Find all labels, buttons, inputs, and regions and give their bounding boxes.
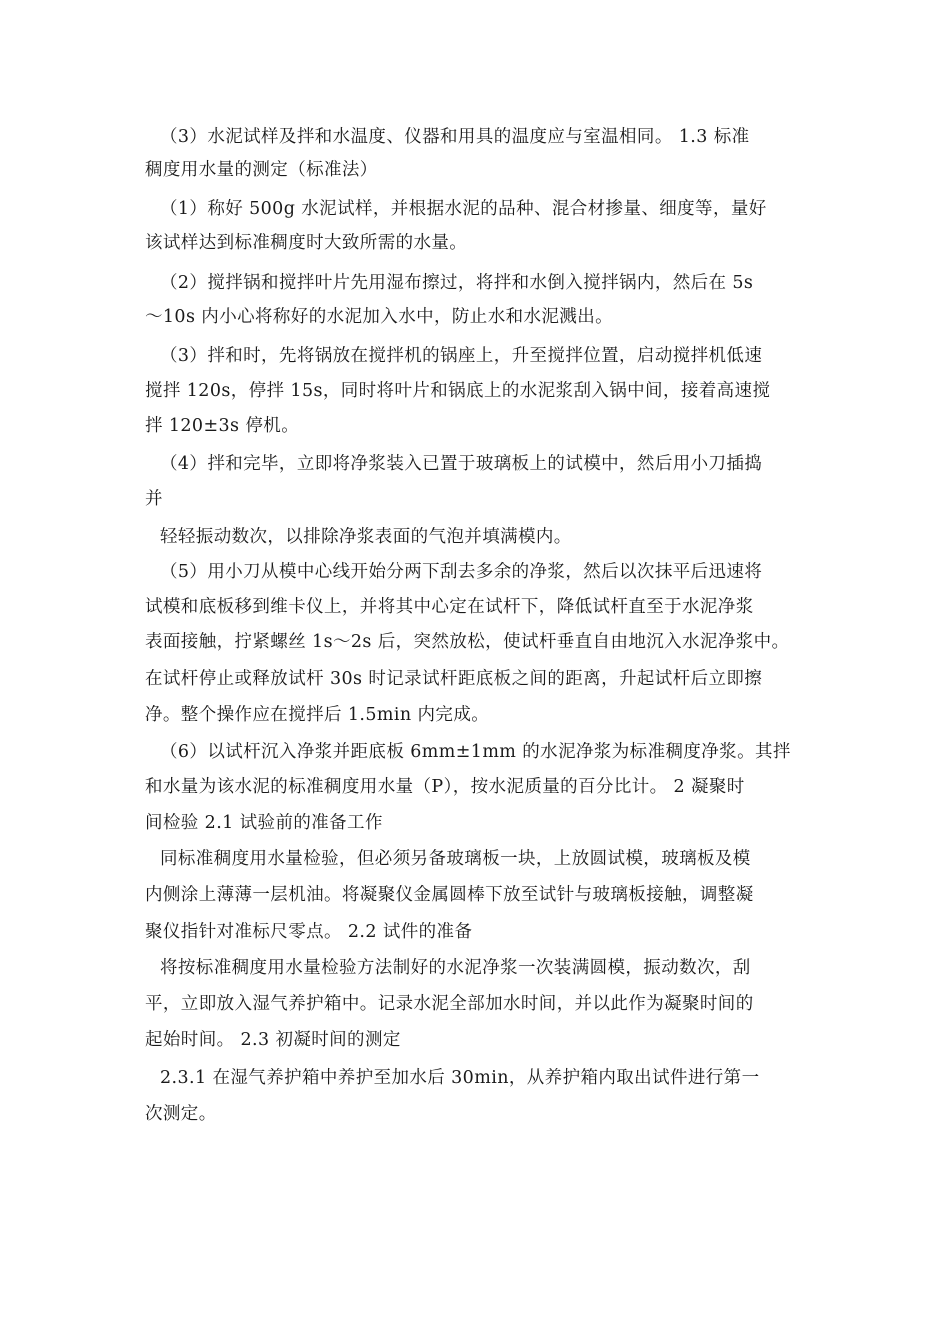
text-line: （3）水泥试样及拌和水温度、仪器和用具的温度应与室温相同。 1.3 标准 xyxy=(160,127,750,147)
text-line: 在试杆停止或释放试杆 30s 时记录试杆距底板之间的距离，升起试杆后立即擦 xyxy=(145,669,763,689)
text-line: 聚仪指针对准标尺零点。 2.2 试件的准备 xyxy=(145,922,473,942)
text-line: 同标准稠度用水量检验，但必须另备玻璃板一块，上放圆试模，玻璃板及模 xyxy=(160,849,751,869)
text-line: 试模和底板移到维卡仪上，并将其中心定在试杆下，降低试杆直至于水泥净浆 xyxy=(145,597,754,617)
text-line: 2.3.1 在湿气养护箱中养护至加水后 30min，从养护箱内取出试件进行第一 xyxy=(160,1068,760,1088)
text-line: 净。整个操作应在搅拌后 1.5min 内完成。 xyxy=(145,705,490,725)
text-line: 平，立即放入湿气养护箱中。记录水泥全部加水时间，并以此作为凝聚时间的 xyxy=(145,994,754,1014)
text-line: 次测定。 xyxy=(145,1104,217,1124)
text-line: 间检验 2.1 试验前的准备工作 xyxy=(145,813,383,833)
text-line: 并 xyxy=(145,489,163,509)
text-line: 稠度用水量的测定（标准法） xyxy=(145,160,378,180)
text-line: 轻轻振动数次，以排除净浆表面的气泡并填满模内。 xyxy=(160,527,572,547)
text-line: 和水量为该水泥的标准稠度用水量（P），按水泥质量的百分比计。 2 凝聚时 xyxy=(145,777,745,797)
text-line: 该试样达到标准稠度时大致所需的水量。 xyxy=(145,233,468,253)
text-line: （3）拌和时，先将锅放在搅拌机的锅座上，升至搅拌位置，启动搅拌机低速 xyxy=(160,346,763,366)
text-line: ～10s 内小心将称好的水泥加入水中，防止水和水泥溅出。 xyxy=(145,307,614,327)
text-line: 搅拌 120s，停拌 15s，同时将叶片和锅底上的水泥浆刮入锅中间，接着高速搅 xyxy=(145,381,771,401)
text-line: （6）以试杆沉入净浆并距底板 6mm±1mm 的水泥净浆为标准稠度净浆。其拌 xyxy=(160,742,791,762)
text-line: （2）搅拌锅和搅拌叶片先用湿布擦过，将拌和水倒入搅拌锅内，然后在 5s xyxy=(160,273,754,293)
text-line: 表面接触，拧紧螺丝 1s～2s 后，突然放松，使试杆垂直自由地沉入水泥净浆中。 xyxy=(145,632,790,652)
text-line: 起始时间。 2.3 初凝时间的测定 xyxy=(145,1030,401,1050)
text-line: （1）称好 500g 水泥试样，并根据水泥的品种、混合材掺量、细度等，量好 xyxy=(160,199,767,219)
text-line: （5）用小刀从模中心线开始分两下刮去多余的净浆，然后以次抹平后迅速将 xyxy=(160,562,763,582)
text-line: 将按标准稠度用水量检验方法制好的水泥净浆一次装满圆模，振动数次，刮 xyxy=(160,958,751,978)
text-line: 内侧涂上薄薄一层机油。将凝聚仪金属圆棒下放至试针与玻璃板接触，调整凝 xyxy=(145,885,754,905)
text-line: （4）拌和完毕，立即将净浆装入已置于玻璃板上的试模中，然后用小刀插捣 xyxy=(160,454,763,474)
text-line: 拌 120±3s 停机。 xyxy=(145,416,300,436)
